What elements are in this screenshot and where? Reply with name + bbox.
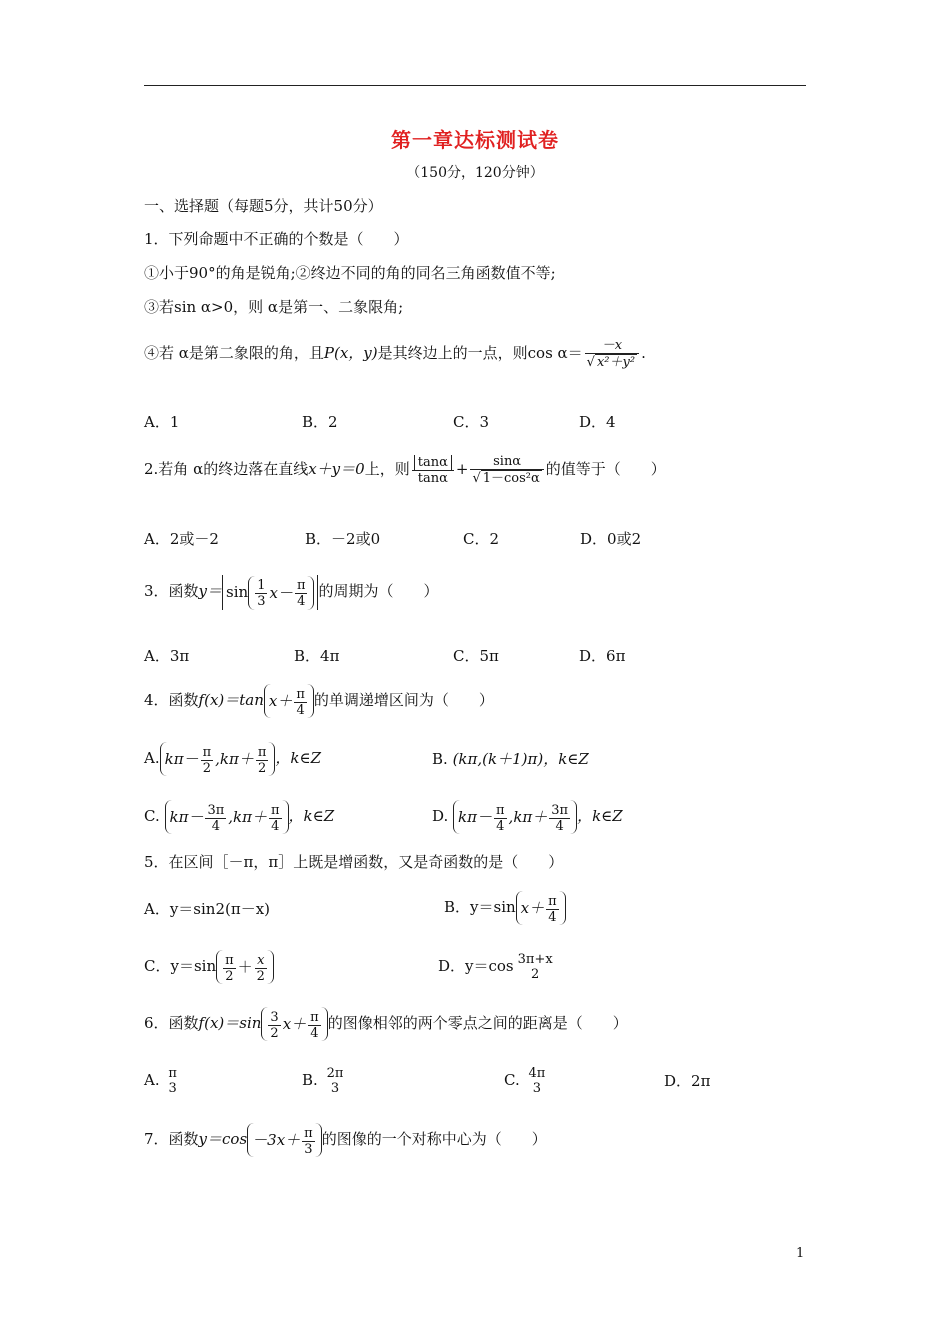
q1-option-b: B．2 [302,413,338,431]
q7-stem: 7．函数y＝cos －3x＋ $\frac{\pi}{3}$ 的图像的一个对称中心为（ ） [144,1122,547,1157]
q1-option-c: C．3 [453,413,490,431]
q1-option-a: A．1 [144,413,180,431]
page-subtitle: （150分，120分钟） [406,165,544,181]
q4-option-d: D. kπ－ $\frac{\pi}{4}$ ,kπ＋ $\frac{3\pi}{4}$ ，k∈Z [432,799,623,834]
q4-option-b: B. (kπ,(k＋1)π)，k∈Z [432,750,589,768]
q2-option-d: D．0或2 [580,530,642,548]
q3-option-b: B．4π [294,647,340,665]
q3-x: x－ [269,583,293,602]
q3-end: 的周期为（ ） [318,582,439,600]
q2-pre: 2.若角 α的终边落在直线 [144,460,309,478]
q2-f1-num: tanα [414,455,452,470]
q1-s4-den: x²＋y² [596,355,636,370]
q4-frac: $\frac{\pi}{4}$ [296,686,305,718]
page-title: 第一章达标测试卷 [391,128,559,152]
q3-option-a: A．3π [144,647,190,665]
q3-option-c: C．5π [453,647,499,665]
q4-option-c: C. kπ－ $\frac{3\pi}{4}$ ,kπ＋ $\frac{\pi}{4}$ ，k∈Z [144,799,334,834]
q2-f1-den: tanα [417,470,448,486]
q5-option-c: C．y＝sin $\frac{\pi}{2}$ ＋ $\frac{x}{2}$ [144,949,274,984]
q2-option-c: C．2 [463,530,500,548]
q2-mid: 上，则 [364,460,410,478]
q4-stem: 4．函数f(x)＝tan x＋ $\frac{\pi}{4}$ 的单调递增区间为（ ） [144,683,494,718]
q2-option-a: A．2或－2 [144,530,219,548]
q2-f2-den: 1－cos²α [482,471,540,486]
page-number: 1 [796,1246,805,1261]
q6-option-a: A. π 3 [144,1066,177,1096]
q3-option-d: D．6π [579,647,626,665]
header-rule [144,85,806,86]
q1-statement-4 [144,338,646,370]
q1-s4-fraction: $\frac{-x}{\text{√ x²＋y²}}$ [585,338,639,370]
q2-plus: + [455,460,469,478]
q1-statement-1-2: ①小于90°的角是锐角;②终边不同的角的同名三角函数值不等; [144,264,556,282]
q2-fraction-1 [412,455,454,486]
q2-option-b: B．－2或0 [305,530,381,548]
q5-stem: 5．在区间［－π，π］上既是增函数，又是奇函数的是（ ） [144,853,564,871]
q3-y: y＝ [198,582,223,600]
section-heading: 一、选择题（每题5分，共计50分） [144,197,383,215]
q3-sin: sin [226,582,249,601]
q4-pre: 4．函数 [144,691,199,709]
q3-frac-b: $\frac{\pi}{4}$ [296,578,306,609]
q6-option-d: D．2π [664,1072,711,1090]
q3-pre: 3．函数 [144,582,199,600]
q6-option-c: C. 4π 3 [504,1066,546,1096]
q3-abs [222,575,318,610]
q4-end: 的单调递增区间为（ ） [313,691,494,709]
q4-f: f(x)＝tan [198,691,264,709]
q3-frac-a: $\frac{1}{3}$ [257,578,266,609]
q2-line: x＋y＝0 [308,460,365,478]
q2-fraction-2: $\frac{\sin\alpha}{\text{√ 1－cos²α}}$ [470,454,543,486]
q1-s4-point: P(x，y) [323,344,378,362]
q1-statement-3: ③若sin α>0，则 α是第一、二象限角; [144,298,404,316]
q1-s4-mid: 是其终边上的一点，则cos α＝ [377,344,583,362]
q1-s4-end: . [641,344,646,362]
q1-option-d: D．4 [579,413,616,431]
q6-option-b: B. 2π 3 [302,1066,344,1096]
q5-option-d: D．y＝cos 3π+x 2 [438,952,553,982]
q6-stem: 6．函数f(x)＝sin $\frac{3}{2}$ x＋ $\frac{\pi}{4}$ 的图像相邻的两个零点之间的距离是（ ） [144,1006,628,1041]
q1-s4-pre: ④若 α是第二象限的角，且 [144,344,324,362]
q2-f2-num: sinα [470,454,543,470]
q2-end: 的值等于（ ） [545,460,666,478]
q4-option-a: A. kπ－ $\frac{\pi}{2}$ ,kπ＋ $\frac{\pi}{2}$ ，k∈Z [144,741,321,776]
q2-stem [144,452,666,486]
q5-option-a: A．y＝sin2(π－x) [144,900,271,918]
q1-s4-num: －x [585,338,639,354]
q1-stem: 1．下列命题中不正确的个数是（ ） [144,230,409,248]
q3-stem [144,574,439,610]
q5-option-b: B．y＝sin x＋ $\frac{\pi}{4}$ [444,890,566,925]
